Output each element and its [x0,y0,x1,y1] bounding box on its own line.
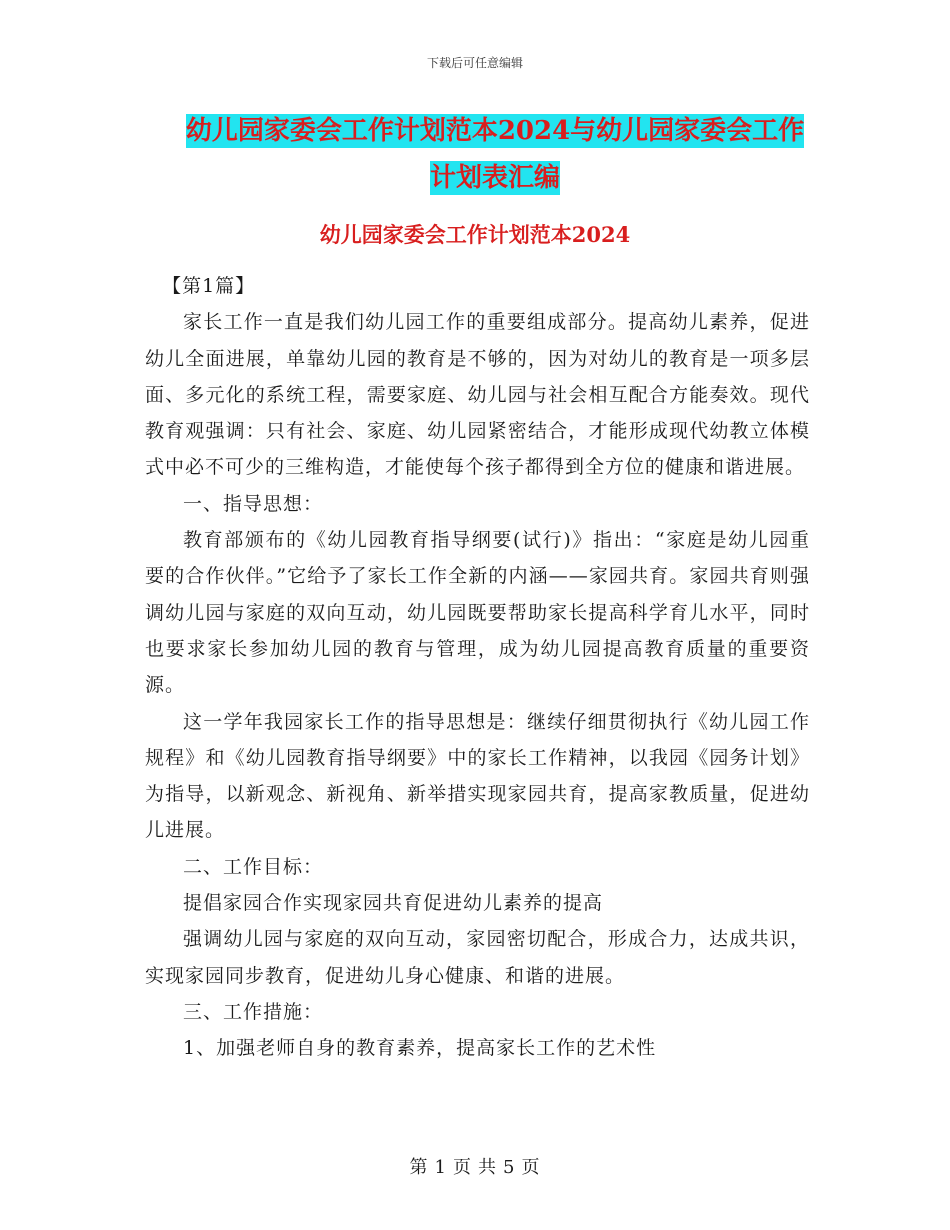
footer-prefix: 第 [409,1157,429,1178]
document-body [145,268,810,1067]
paragraph-guideline: 教育部颁布的《幼儿园教育指导纲要(试行)》指出：“家庭是幼儿园重要的合作伙伴。”它给予了家长工作全新的内涵——家园共育。家园共育则强调幼儿园与家庭的双向互动，幼儿园既要帮助家长提高科学育儿水平，同时也要求家长参加幼儿园的教育与管理，成为幼儿园提高教育质量的重要资源。 [145,529,810,697]
paragraph-intro: 家长工作一直是我们幼儿园工作的重要组成部分。提高幼儿素养，促进幼儿全面进展，单靠幼儿园的教育是不够的，因为对幼儿的教育是一项多层面、多元化的系统工程，需要家庭、幼儿园与社会相互配合方能奏效。现代教育观强调：只有社会、家庭、幼儿园紧密结合，才能形成现代幼教立体模式中必不可少的三维构造，才能使每个孩子都得到全方位的健康和谐进展。 [145,311,810,479]
paragraph-guiding-thought: 这一学年我园家长工作的指导思想是：继续仔细贯彻执行《幼儿园工作规程》和《幼儿园教育指导纲要》中的家长工作精神，以我园《园务计划》为指导，以新观念、新视角、新举措实现家园共育，提高家教质量，促进幼儿进展。 [145,710,810,842]
footer-page-word: 页 [453,1157,472,1178]
header-note: 下载后可任意编辑 [426,56,523,70]
document-title [140,108,850,202]
footer-total-word: 共 [478,1157,497,1178]
page-footer [0,1153,950,1179]
paragraph-goal-detail: 强调幼儿园与家庭的双向互动，家园密切配合，形成合力，达成共识，实现家园同步教育，促进幼儿身心健康、和谐的进展。 [145,928,810,987]
footer-suffix: 页 [521,1157,541,1178]
document-title-line1: 幼儿园家委会工作计划范本2024与幼儿园家委会工作 [185,116,805,146]
section-title: 幼儿园家委会工作计划范本2024 [319,222,631,247]
paragraph-goal-statement: 提倡家园合作实现家园共育促进幼儿素养的提高 [183,892,604,915]
document-title-line2: 计划表汇编 [429,163,560,193]
heading-work-goals: 二、工作目标： [183,855,324,878]
heading-work-measures: 三、工作措施： [183,1000,324,1023]
footer-total-pages: 5 [503,1157,516,1178]
heading-guiding-thought: 一、指导思想： [183,492,324,515]
article-label: 【第1篇】 [162,275,256,297]
footer-current-page: 1 [434,1157,447,1178]
paragraph-measure-1: 1、加强老师自身的教育素养，提高家长工作的艺术性 [183,1037,657,1060]
